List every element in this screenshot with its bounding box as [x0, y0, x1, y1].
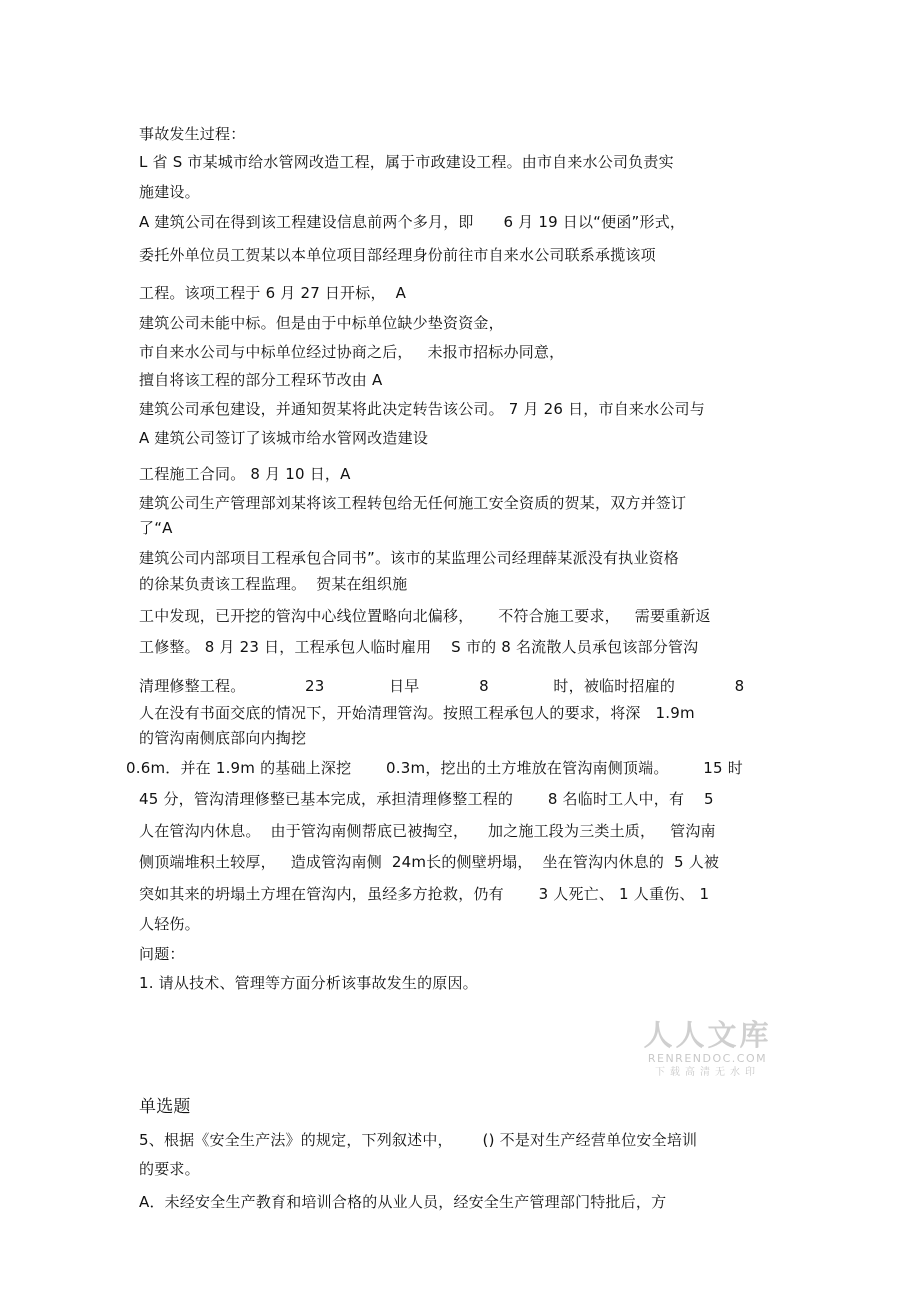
watermark-logo-text: 人人文库	[643, 1018, 772, 1052]
text-line: 问题：	[139, 945, 185, 963]
text-line: 45 分，管沟清理修整已基本完成，承担清理修整工程的 8 名临时工人中，有 5	[139, 790, 714, 808]
text-line: 建筑公司生产管理部刘某将该工程转包给无任何施工安全资质的贺某，双方并签订	[139, 494, 687, 512]
text-line: 市自来水公司与中标单位经过协商之后， 未报市招标办同意，	[139, 343, 565, 361]
text-line: 施建设。	[139, 183, 200, 201]
text-line: 清理修整工程。 23 日早 8 时，被临时招雇的 8	[139, 677, 745, 695]
text-line: 工程施工合同。 8 月 10 日，A	[139, 465, 351, 483]
watermark-tagline: 下载高清无水印	[655, 1067, 760, 1078]
question-line: A．未经安全生产教育和培训合格的从业人员，经安全生产管理部门特批后，方	[139, 1193, 667, 1211]
text-line: 建筑公司承包建设，并通知贺某将此决定转告该公司。 7 月 26 日，市自来水公司与	[139, 400, 705, 418]
text-line: 工中发现，已开挖的管沟中心线位置略向北偏移， 不符合施工要求， 需要重新返	[139, 607, 711, 625]
text-line: 擅自将该工程的部分工程环节改由 A	[139, 371, 383, 389]
question-line: 5、根据《安全生产法》的规定，下列叙述中， () 不是对生产经营单位安全培训	[139, 1131, 698, 1149]
text-line: A 建筑公司签订了该城市给水管网改造建设	[139, 429, 429, 447]
text-line: 人轻伤。	[139, 915, 200, 933]
text-line: 侧顶端堆积土较厚， 造成管沟南侧 24m长的侧壁坍塌， 坐在管沟内休息的 5 人被	[139, 853, 720, 871]
text-line: 建筑公司内部项目工程承包合同书”。该市的某监理公司经理薛某派没有执业资格	[139, 549, 679, 567]
question-line: 的要求。	[139, 1160, 200, 1178]
text-line: 0.6m．并在 1.9m 的基础上深挖 0.3m，挖出的土方堆放在管沟南侧顶端。 15 时	[126, 759, 743, 777]
text-line: 事故发生过程：	[139, 125, 246, 143]
text-line: 工修整。 8 月 23 日，工程承包人临时雇用 S 市的 8 名流散人员承包该部分管沟	[139, 638, 699, 656]
text-line: 的徐某负责该工程监理。 贺某在组织施	[139, 575, 408, 593]
section-heading: 单选题	[139, 1097, 191, 1117]
text-line: 工程。该项工程于 6 月 27 日开标， A	[139, 284, 407, 302]
text-line: 委托外单位员工贺某以本单位项目部经理身份前往市自来水公司联系承揽该项	[139, 246, 656, 264]
text-line: 人在没有书面交底的情况下，开始清理管沟。按照工程承包人的要求，将深 1.9m	[139, 704, 695, 722]
watermark	[640, 1018, 775, 1080]
text-line: 1. 请从技术、管理等方面分析该事故发生的原因。	[139, 974, 478, 992]
text-line: 人在管沟内休息。 由于管沟南侧帮底已被掏空， 加之施工段为三类土质， 管沟南	[139, 822, 716, 840]
text-line: L 省 S 市某城市给水管网改造工程，属于市政建设工程。由市自来水公司负责实	[139, 153, 674, 171]
text-line: 突如其来的坍塌土方埋在管沟内，虽经多方抢救，仍有 3 人死亡、 1 人重伤、 1	[139, 885, 710, 903]
text-line: 建筑公司未能中标。但是由于中标单位缺少垫资资金，	[139, 314, 504, 332]
text-line: A 建筑公司在得到该工程建设信息前两个多月，即 6 月 19 日以“便函”形式，	[139, 213, 686, 231]
watermark-url: RENRENDOC.COM	[647, 1052, 768, 1065]
text-line: 了“A	[139, 519, 173, 537]
text-line: 的管沟南侧底部向内掏挖	[139, 729, 307, 747]
